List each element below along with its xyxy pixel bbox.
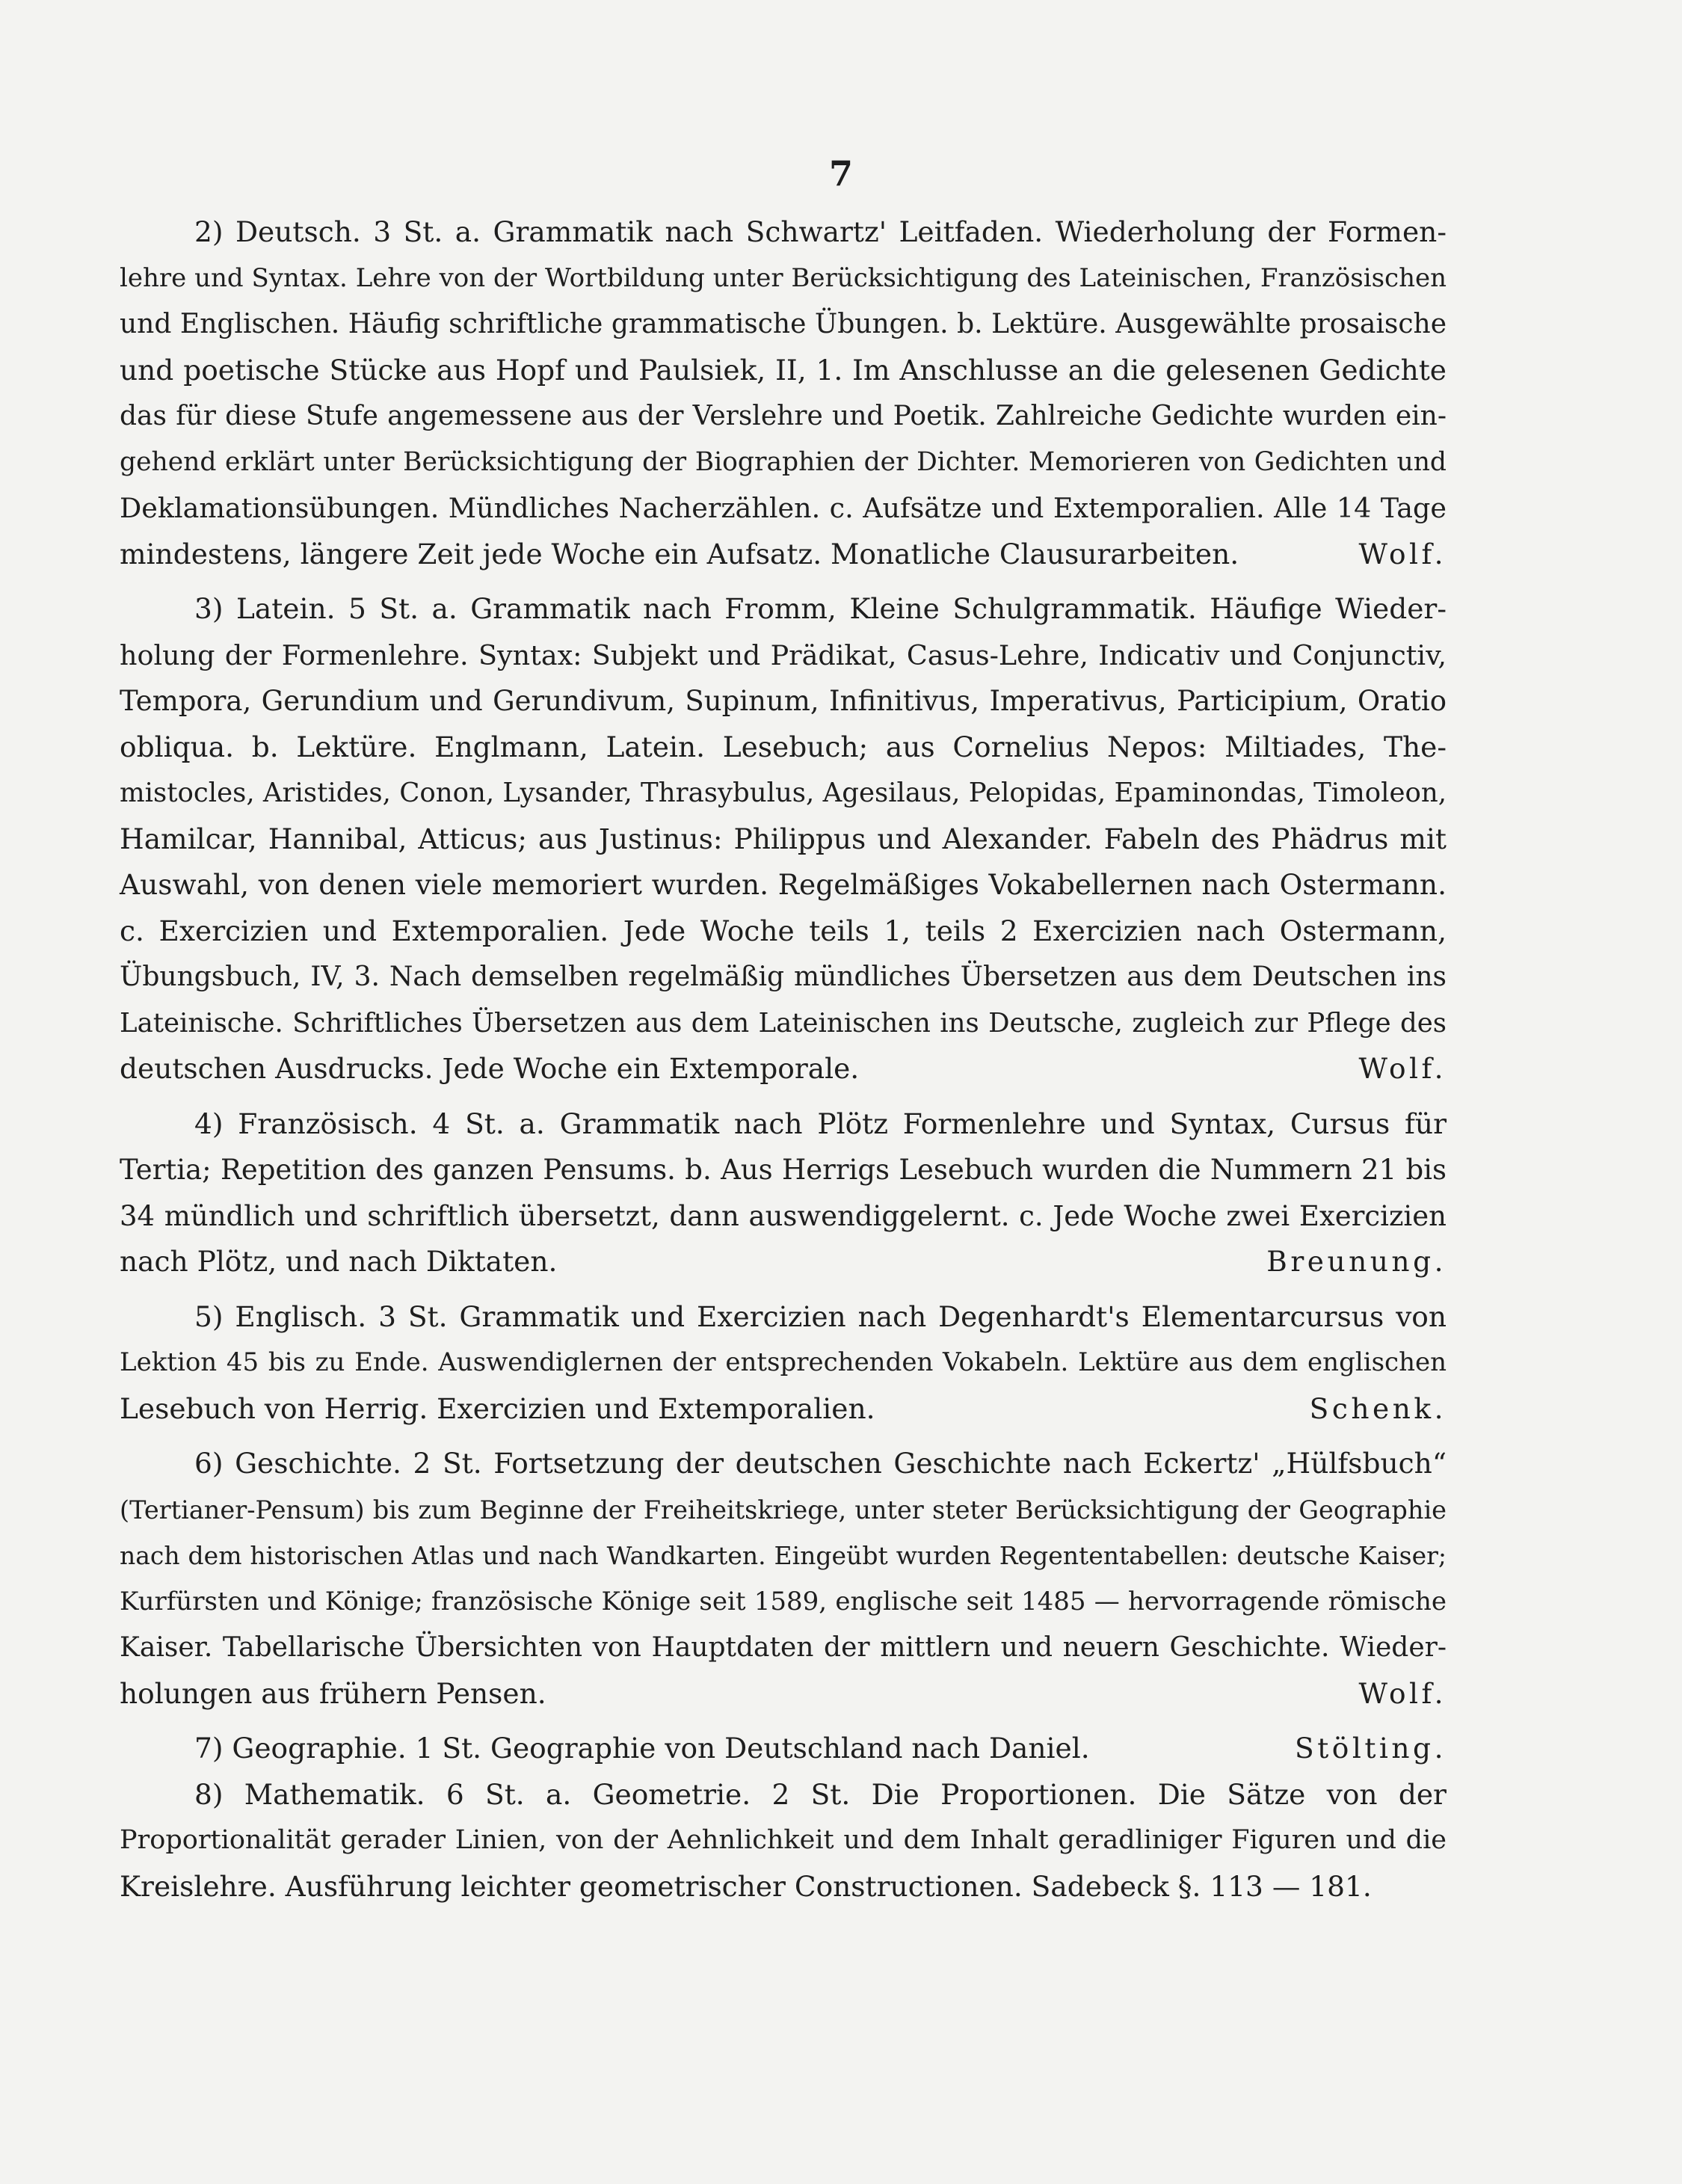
- text-line: Tertia; Repetition des ganzen Pensums. b. Aus Herrigs Lesebuch wurden die Nummern 21 bis: [120, 1154, 1447, 1186]
- teacher-signature: Wolf.: [1358, 537, 1447, 570]
- text-line: 34 mündlich und schriftlich übersetzt, dann auswendiggelernt. c. Jede Woche zwei Exercizien: [120, 1199, 1447, 1232]
- text-line: 4) Französisch. 4 St. a. Grammatik nach Plötz Formenlehre und Syntax, Cursus für: [194, 1107, 1447, 1140]
- text-line: Kaiser. Tabellarische Übersichten von Hauptdaten der mittlern und neuern Geschichte. Wieder-: [120, 1632, 1447, 1663]
- teacher-signature: Stölting.: [1295, 1732, 1447, 1765]
- text-line: Kurfürsten und Könige; französische Könige seit 1589, englische seit 1485 — hervorragende römische: [120, 1586, 1447, 1617]
- text-line: und Englischen. Häufig schriftliche grammatische Übungen. b. Lektüre. Ausgewählte prosaische: [120, 309, 1447, 339]
- section-geschichte: [120, 1441, 1447, 1717]
- section-franzoesisch: [120, 1101, 1447, 1285]
- text-line: obliqua. b. Lektüre. Englmann, Latein. Lesebuch; aus Cornelius Nepos: Miltiades, The-: [120, 730, 1447, 763]
- text-line: Hamilcar, Hannibal, Atticus; aus Justinus: Philippus und Alexander. Fabeln des Phädrus mit: [120, 822, 1447, 855]
- text-line-end: 7) Geographie. 1 St. Geographie von Deutschland nach Daniel.: [194, 1732, 1090, 1765]
- teacher-signature: Wolf.: [1358, 1676, 1447, 1710]
- text-line-end: mindestens, längere Zeit jede Woche ein Aufsatz. Monatliche Clausurarbeiten.: [120, 537, 1239, 570]
- teacher-signature: Schenk.: [1309, 1391, 1447, 1425]
- text-line: 6) Geschichte. 2 St. Fortsetzung der deutschen Geschichte nach Eckertz' „Hülfsbuch“: [194, 1447, 1447, 1480]
- text-line: Auswahl, von denen viele memoriert wurden. Regelmäßiges Vokabellernen nach Ostermann.: [120, 868, 1447, 901]
- text-line-signature: [120, 1046, 1447, 1092]
- text-line: Proportionalität gerader Linien, von der Aehnlichkeit und dem Inhalt geradliniger Figuren und die: [120, 1825, 1447, 1855]
- text-line: Übungsbuch, IV, 3. Nach demselben regelmäßig mündliches Übersetzen aus dem Deutschen ins: [120, 962, 1447, 992]
- text-line-end: Lesebuch von Herrig. Exercizien und Extemporalien.: [120, 1391, 875, 1425]
- section-deutsch: [120, 209, 1447, 577]
- text-line: mistocles, Aristides, Conon, Lysander, Thrasybulus, Agesilaus, Pelopidas, Epaminondas, Timoleon,: [120, 778, 1447, 808]
- text-line: Lateinische. Schriftliches Übersetzen aus dem Lateinischen ins Deutsche, zugleich zur Pflege des: [120, 1007, 1447, 1039]
- text-line: 3) Latein. 5 St. a. Grammatik nach Fromm, Kleine Schulgrammatik. Häufige Wieder-: [194, 592, 1447, 625]
- text-line-signature: [120, 1726, 1447, 1772]
- text-line: Deklamationsübungen. Mündliches Nacherzählen. c. Aufsätze und Extemporalien. Alle 14 Tage: [120, 492, 1447, 524]
- text-line: und poetische Stücke aus Hopf und Paulsiek, II, 1. Im Anschlusse an die gelesenen Gedichte: [120, 353, 1447, 387]
- text-line: holung der Formenlehre. Syntax: Subjekt und Prädikat, Casus-Lehre, Indicativ und Conjunctiv,: [120, 639, 1447, 671]
- text-line: 2) Deutsch. 3 St. a. Grammatik nach Schwartz' Leitfaden. Wiederholung der Formen-: [194, 215, 1447, 248]
- text-line: Tempora, Gerundium und Gerundivum, Supinum, Infinitivus, Imperativus, Participium, Oratio: [120, 685, 1447, 717]
- text-line: 8) Mathematik. 6 St. a. Geometrie. 2 St. Die Proportionen. Die Sätze von der: [194, 1777, 1447, 1811]
- section-latein: [120, 586, 1447, 1092]
- document-body: [120, 209, 1447, 1919]
- section-englisch: [120, 1294, 1447, 1433]
- text-line: Lektion 45 bis zu Ende. Auswendiglernen der entsprechenden Vokabeln. Lektüre aus dem englischen: [120, 1347, 1447, 1377]
- text-line: lehre und Syntax. Lehre von der Wortbildung unter Berücksichtigung des Lateinischen, Französischen: [120, 262, 1447, 293]
- text-line-signature: [120, 532, 1447, 578]
- text-line-signature: [120, 1386, 1447, 1433]
- text-line: nach dem historischen Atlas und nach Wandkarten. Eingeübt wurden Regententabellen: deutsche Kaiser;: [120, 1541, 1447, 1570]
- text-line: 5) Englisch. 3 St. Grammatik und Exercizien nach Degenhardt's Elementarcursus von: [194, 1299, 1447, 1333]
- text-line-signature: [120, 1239, 1447, 1285]
- text-line-end: deutschen Ausdrucks. Jede Woche ein Extemporale.: [120, 1052, 860, 1085]
- text-line-signature: [120, 1671, 1447, 1717]
- text-line: gehend erklärt unter Berücksichtigung der Biographien der Dichter. Memorieren von Gedichten und: [120, 446, 1447, 477]
- teacher-signature: Breunung.: [1266, 1245, 1447, 1278]
- text-line: c. Exercizien und Extemporalien. Jede Woche teils 1, teils 2 Exercizien nach Ostermann,: [120, 914, 1447, 947]
- page-number: 7: [828, 153, 853, 194]
- text-line-end: Kreislehre. Ausführung leichter geometrischer Constructionen. Sadebeck §. 113 — 181.: [120, 1869, 1372, 1903]
- teacher-signature: Wolf.: [1358, 1052, 1447, 1085]
- text-line: das für diese Stufe angemessene aus der Verslehre und Poetik. Zahlreiche Gedichte wurden ein-: [120, 401, 1447, 431]
- text-line-end: nach Plötz, und nach Diktaten.: [120, 1245, 558, 1278]
- text-line: (Tertianer-Pensum) bis zum Beginne der Freiheitskriege, unter steter Berücksichtigung der Geographie: [120, 1495, 1447, 1525]
- text-line-end: holungen aus frühern Pensen.: [120, 1676, 546, 1710]
- section-geographie: [120, 1726, 1447, 1772]
- section-mathematik: [120, 1772, 1447, 1910]
